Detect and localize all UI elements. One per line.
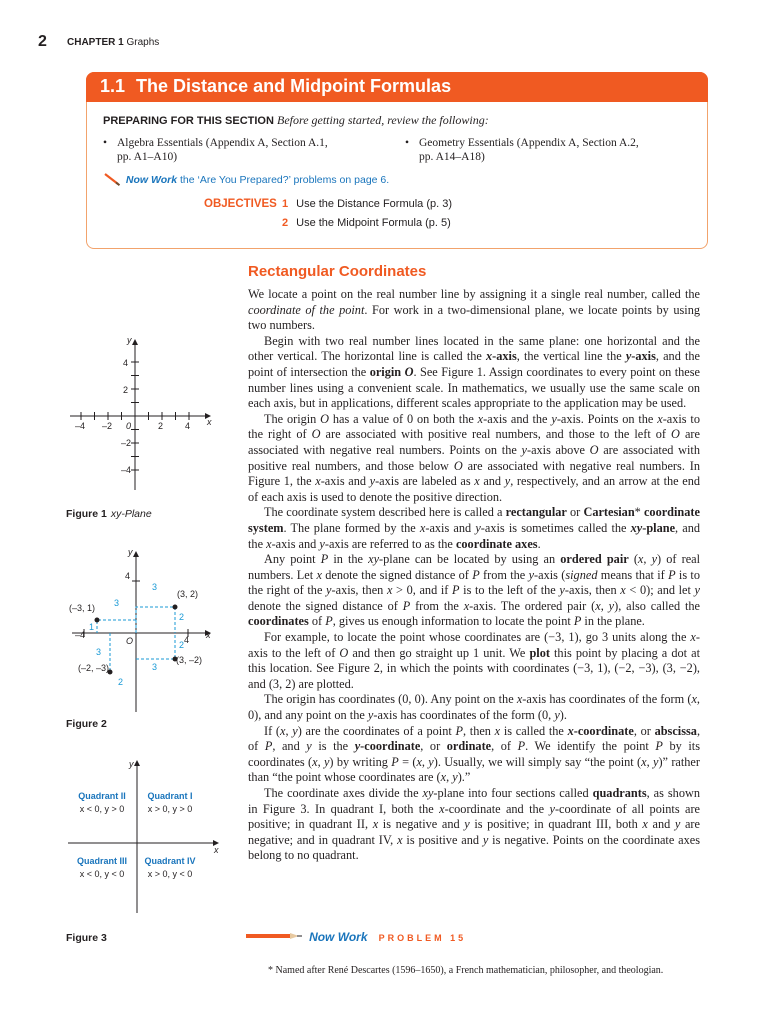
prep-item-line: Geometry Essentials (Appendix A, Section A.2, <box>419 137 639 149</box>
quadrant-condition: x > 0, y < 0 <box>147 869 193 879</box>
now-work-label: Now Work <box>309 930 368 944</box>
point-dot <box>173 605 178 610</box>
objective-text: Use the Midpoint Formula (p. 5) <box>296 217 451 229</box>
prep-item-line: pp. A14–A18) <box>419 151 485 163</box>
preparing-line <box>103 113 489 128</box>
y-axis-label: y <box>127 335 132 345</box>
step-label: 2 <box>118 677 124 687</box>
figure-2-caption <box>66 718 107 730</box>
footnote: * Named after René Descartes (1596–1650), a French mathematician, philosopher, and theologian. <box>268 965 664 976</box>
paragraph: If (x, y) are the coordinates of a point P, then x is called the x-coordinate, or abscissa, of P, and y is the y-coordinate, or ordinate, of P. We identify the point P by its coordinates (x, y) by writing P = (x, y). Usually, we will simply say “the point (x, y)” rather than “the point whose coordinates are (x, y).” <box>248 723 701 785</box>
paragraph: For example, to locate the point whose coordinates are (−3, 1), go 3 units along the x-axis to the left of O and then go straight up 1 unit. We plot this point by placing a dot at this location. See Figure 2, in which the points with coordinates (−3, 1), (−2, −3), (3, −2), and (3, 2) are plotted. <box>248 630 700 691</box>
paragraph: Begin with two real number lines located in the same plane: one horizontal and the other vertical. The horizontal line is called the x-axis, the vertical line the y-axis, and the point of intersection the origin O. See Figure 1. Assign coordinates to every point on these number lines using a convenient scale. In mathematics, we usually use the same scale on each axis, but in applications, different scales appropriate to the application may be used. <box>248 333 700 411</box>
figure-label: Figure 1 <box>66 508 107 520</box>
step-label: 2 <box>179 640 185 650</box>
figure-1-caption <box>66 508 152 520</box>
x-tick-label: 0 <box>126 421 132 431</box>
quadrant-name: Quadrant IV <box>144 856 196 866</box>
point-dot <box>95 618 100 623</box>
step-label: 3 <box>152 662 158 672</box>
pencil-icon <box>246 931 302 941</box>
chapter-title: Graphs <box>126 37 160 48</box>
preparing-label: PREPARING FOR THIS SECTION <box>103 115 274 127</box>
objective-item <box>282 217 451 229</box>
y-tick-label: 4 <box>123 358 129 368</box>
objectives-label: OBJECTIVES <box>204 198 277 210</box>
body-text <box>248 287 700 864</box>
y-tick-label: 4 <box>125 571 131 581</box>
quadrant-name: Quadrant II <box>78 791 126 801</box>
step-label: 3 <box>96 647 102 657</box>
page-number: 2 <box>38 33 47 50</box>
objective-number: 2 <box>282 217 289 229</box>
objective-number: 1 <box>282 198 289 210</box>
objective-item <box>282 198 452 210</box>
y-axis-label: y <box>129 759 134 769</box>
quadrant-name: Quadrant I <box>147 791 193 801</box>
x-axis-label: x <box>206 630 211 640</box>
y-axis-label: y <box>128 547 133 557</box>
chapter-label: CHAPTER 1 <box>67 37 124 48</box>
x-axis-label: x <box>214 845 219 855</box>
x-tick-label: 4 <box>184 635 190 645</box>
figure-2-graph <box>60 540 235 715</box>
quadrant-condition: x < 0, y > 0 <box>79 804 125 814</box>
figure-1-graph <box>60 325 230 505</box>
preparing-desc: Before getting started, review the following: <box>276 113 489 127</box>
paragraph: The origin O has a value of 0 on both the x-axis and the y-axis. Points on the x-axis to the right of O are associated with positive real numbers, and those to the left of O are associated with negative real numbers. Points on the y-axis above O are associated with positive real numbers, and those below O are associated with negative real numbers. In Figure 1, the x-axis and y-axis are labeled as x and y, respectively, and an arrow at the end of each axis is used to denote the positive direction. <box>248 411 701 504</box>
x-axis-label: x <box>207 417 212 427</box>
quadrant-name: Quadrant III <box>76 856 128 866</box>
x-tick-label: 4 <box>185 421 191 431</box>
prep-item: • Geometry Essentials (Appendix A, Section A.2, pp. A14–A18) <box>405 136 675 164</box>
section-heading: Rectangular Coordinates <box>248 263 427 280</box>
prep-item-line: Algebra Essentials (Appendix A, Section A.1, <box>117 137 328 149</box>
x-tick-label: –2 <box>102 421 113 431</box>
now-work-text: the ‘Are You Prepared?’ problems on page 6. <box>180 174 390 186</box>
paragraph: The coordinate axes divide the xy-plane into four sections called quadrants, as shown in Figure 3. In quadrant I, both the x-coordinate and the y-coordinate of all points are positive; in quadrant II, x is negative and y is positive; in quadrant III, both x and y are negative; and in quadrant IV, x is positive and y is negative. Points on the coordinate axes belong to no quadrant. <box>248 786 701 863</box>
figure-label: Figure 2 <box>66 718 107 730</box>
figure-label: Figure 3 <box>66 932 107 944</box>
y-tick-label: –4 <box>121 465 132 475</box>
paragraph: Any point P in the xy-plane can be located by using an ordered pair (x, y) of real numbers. Let x denote the signed distance of P from the y-axis (signed means that if P is to the right of the y-axis, then x > 0, and if P is to the left of the y-axis, then x < 0); and let y denote the signed distance of P from the x-axis. The ordered pair (x, y), also called the coordinates of P, gives us enough information to locate the point P in the plane. <box>248 552 701 629</box>
pencil-icon <box>103 172 121 186</box>
now-work-label: Now Work <box>125 174 178 186</box>
objective-text: Use the Distance Formula (p. 3) <box>296 198 453 210</box>
guide-path <box>97 620 136 633</box>
paragraph: The coordinate system described here is called a rectangular or Cartesian* coordinate system. The plane formed by the x-axis and y-axis is sometimes called the xy-plane, and the x-axis and y-axis are referred to as the coordinate axes. <box>248 505 701 551</box>
now-work-problem <box>246 930 466 944</box>
point-label: (–2, –3) <box>78 663 110 673</box>
section-title <box>100 76 451 97</box>
step-label: 1 <box>89 622 95 632</box>
figure-3-graph <box>60 755 235 915</box>
x-tick-label: –4 <box>75 421 86 431</box>
paragraph: We locate a point on the real number line by assigning it a single real number, called the coordinate of the point. For work in a two-dimensional plane, we locate points by using two numbers. <box>248 287 700 333</box>
x-tick-label: O <box>126 636 134 646</box>
now-work-line <box>103 172 389 186</box>
guide-path <box>136 607 175 633</box>
x-tick-label: –4 <box>75 630 86 640</box>
x-tick-label: 2 <box>158 421 164 431</box>
y-tick-label: 2 <box>123 385 129 395</box>
chapter-header <box>67 37 159 48</box>
problem-label: PROBLEM 15 <box>378 933 467 943</box>
section-title-text: The Distance and Midpoint Formulas <box>136 76 452 96</box>
section-number: 1.1 <box>100 76 126 96</box>
y-tick-label: –2 <box>121 438 132 448</box>
point-label: (3, 2) <box>177 589 199 599</box>
figure-subcaption: xy-Plane <box>110 508 152 520</box>
quadrant-condition: x > 0, y > 0 <box>147 804 193 814</box>
guide-path <box>136 633 175 659</box>
step-label: 2 <box>179 612 185 622</box>
prep-item-line: pp. A1–A10) <box>117 151 178 163</box>
prep-item: • Algebra Essentials (Appendix A, Section A.1, pp. A1–A10) <box>103 136 363 164</box>
point-label: (3, –2) <box>176 655 203 665</box>
point-label: (–3, 1) <box>69 603 96 613</box>
step-label: 3 <box>152 582 158 592</box>
quadrant-condition: x < 0, y < 0 <box>79 869 125 879</box>
paragraph: The origin has coordinates (0, 0). Any point on the x-axis has coordinates of the form (x, 0), and any point on the y-axis has coordinates of the form (0, y). <box>248 692 700 723</box>
figure-3-caption <box>66 932 107 944</box>
step-label: 3 <box>114 598 120 608</box>
